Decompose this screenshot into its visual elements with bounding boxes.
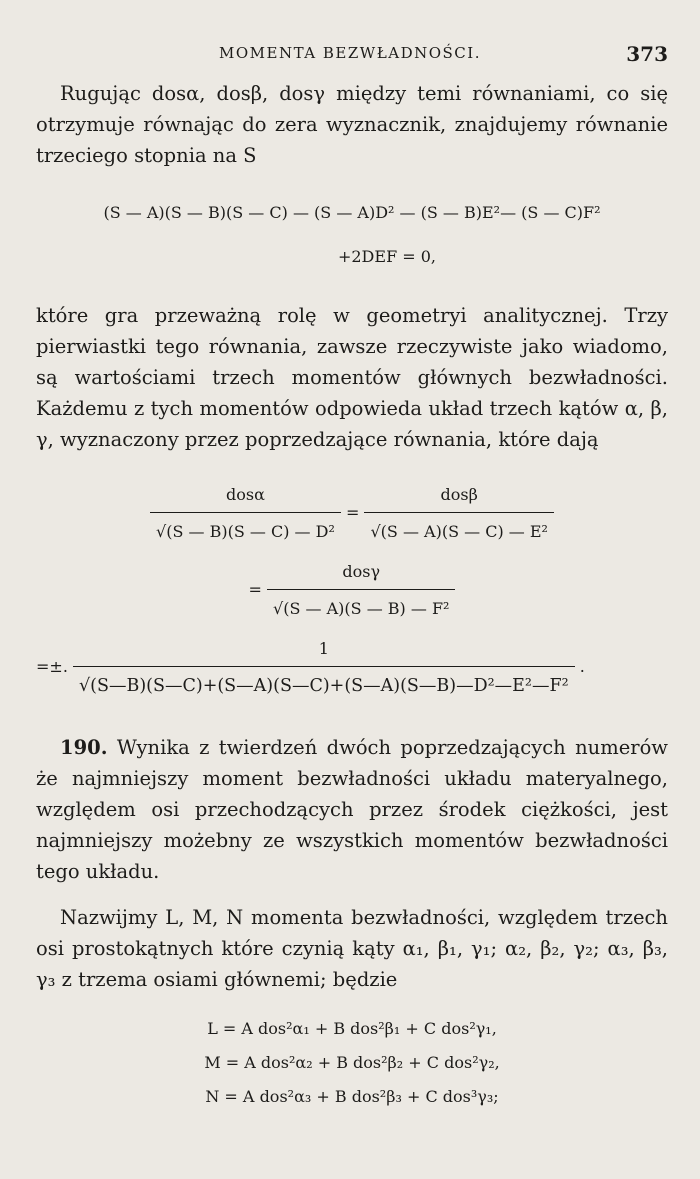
equals-plusminus: =±.	[36, 657, 68, 676]
main-text	[36, 78, 668, 171]
equation-2-row-2	[36, 555, 668, 626]
fraction-one-numerator: 1	[318, 639, 329, 658]
equation-M: M = A dos²α₂ + B dos²β₂ + C dos²γ₂,	[204, 1053, 500, 1072]
equals-sign-1: =	[345, 503, 360, 522]
section-190	[36, 732, 668, 887]
equation-2-row-1	[36, 478, 668, 549]
paragraph-2: które gra przeważną rolę w geometryi analitycznej. Trzy pierwiastki tego równania, zawsze rzeczywiste jako wiadomo, są wartościami trzech momentów głównych bezwładności. Każdemu z tych momentów odpowieda układ trzech kątów α, β, γ, wyznaczony przez poprzedzające równania, które dają	[36, 304, 668, 451]
equals-sign-2: =	[248, 580, 262, 599]
fraction-alpha-denominator: √(S — B)(S — C) — D²	[150, 512, 341, 549]
equation-2-row-3	[36, 632, 668, 703]
equation-2	[36, 478, 668, 703]
fraction-gamma-numerator: dosγ	[342, 562, 381, 581]
fraction-one-denominator: √(S—B)(S—C)+(S—A)(S—C)+(S—A)(S—B)—D²—E²—F²	[73, 666, 575, 703]
fraction-gamma	[267, 555, 455, 626]
running-title: MOMENTA BEZWŁADNOŚCI.	[219, 44, 481, 62]
paragraph-3	[36, 732, 668, 887]
running-header	[0, 38, 700, 68]
equation-L: L = A dos²α₁ + B dos²β₁ + C dos²γ₁,	[207, 1019, 497, 1038]
equation-1-line-2: +2DEF = 0,	[337, 247, 437, 266]
fraction-beta	[364, 478, 554, 549]
equation-1-line-1: (S — A)(S — B)(S — C) — (S — A)D² — (S — B)E²— (S — C)F²	[103, 203, 601, 222]
paragraph-1: Rugując dosα, dosβ, dosγ między temi równaniami, co się otrzymuje równając do zera wyznacznik, znajdujemy równanie trzeciego stopnia na S	[36, 82, 668, 167]
fraction-one	[73, 632, 575, 703]
equation-3	[36, 1012, 668, 1114]
fraction-one-period: .	[579, 657, 585, 676]
section-number: 190.	[60, 736, 108, 759]
paragraph-2-block	[36, 300, 668, 455]
fraction-alpha-numerator: dosα	[226, 485, 265, 504]
paragraph-3-text: Wynika z twierdzeń dwóch poprzedzających numerów że najmniejszy moment bezwładności układu materyalnego, względem osi przechodzących przez środek ciężkości, jest najmniejszy możebny ze wszystkich momentów bezwładności tego układu.	[36, 736, 668, 883]
equation-N: N = A dos²α₃ + B dos²β₃ + C dos³γ₃;	[205, 1087, 499, 1106]
fraction-gamma-denominator: √(S — A)(S — B) — F²	[267, 589, 455, 626]
fraction-alpha	[150, 478, 341, 549]
paragraph-4-block	[36, 902, 668, 995]
fraction-beta-numerator: dosβ	[440, 485, 478, 504]
fraction-beta-denominator: √(S — A)(S — C) — E²	[364, 512, 554, 549]
page-number: 373	[626, 42, 668, 66]
paragraph-4: Nazwijmy L, M, N momenta bezwładności, względem trzech osi prostokątnych które czynią kąty α₁, β₁, γ₁; α₂, β₂, γ₂; α₃, β₃, γ₃ z trzema osiami głównemi; będzie	[36, 906, 668, 991]
equation-1	[36, 196, 668, 274]
